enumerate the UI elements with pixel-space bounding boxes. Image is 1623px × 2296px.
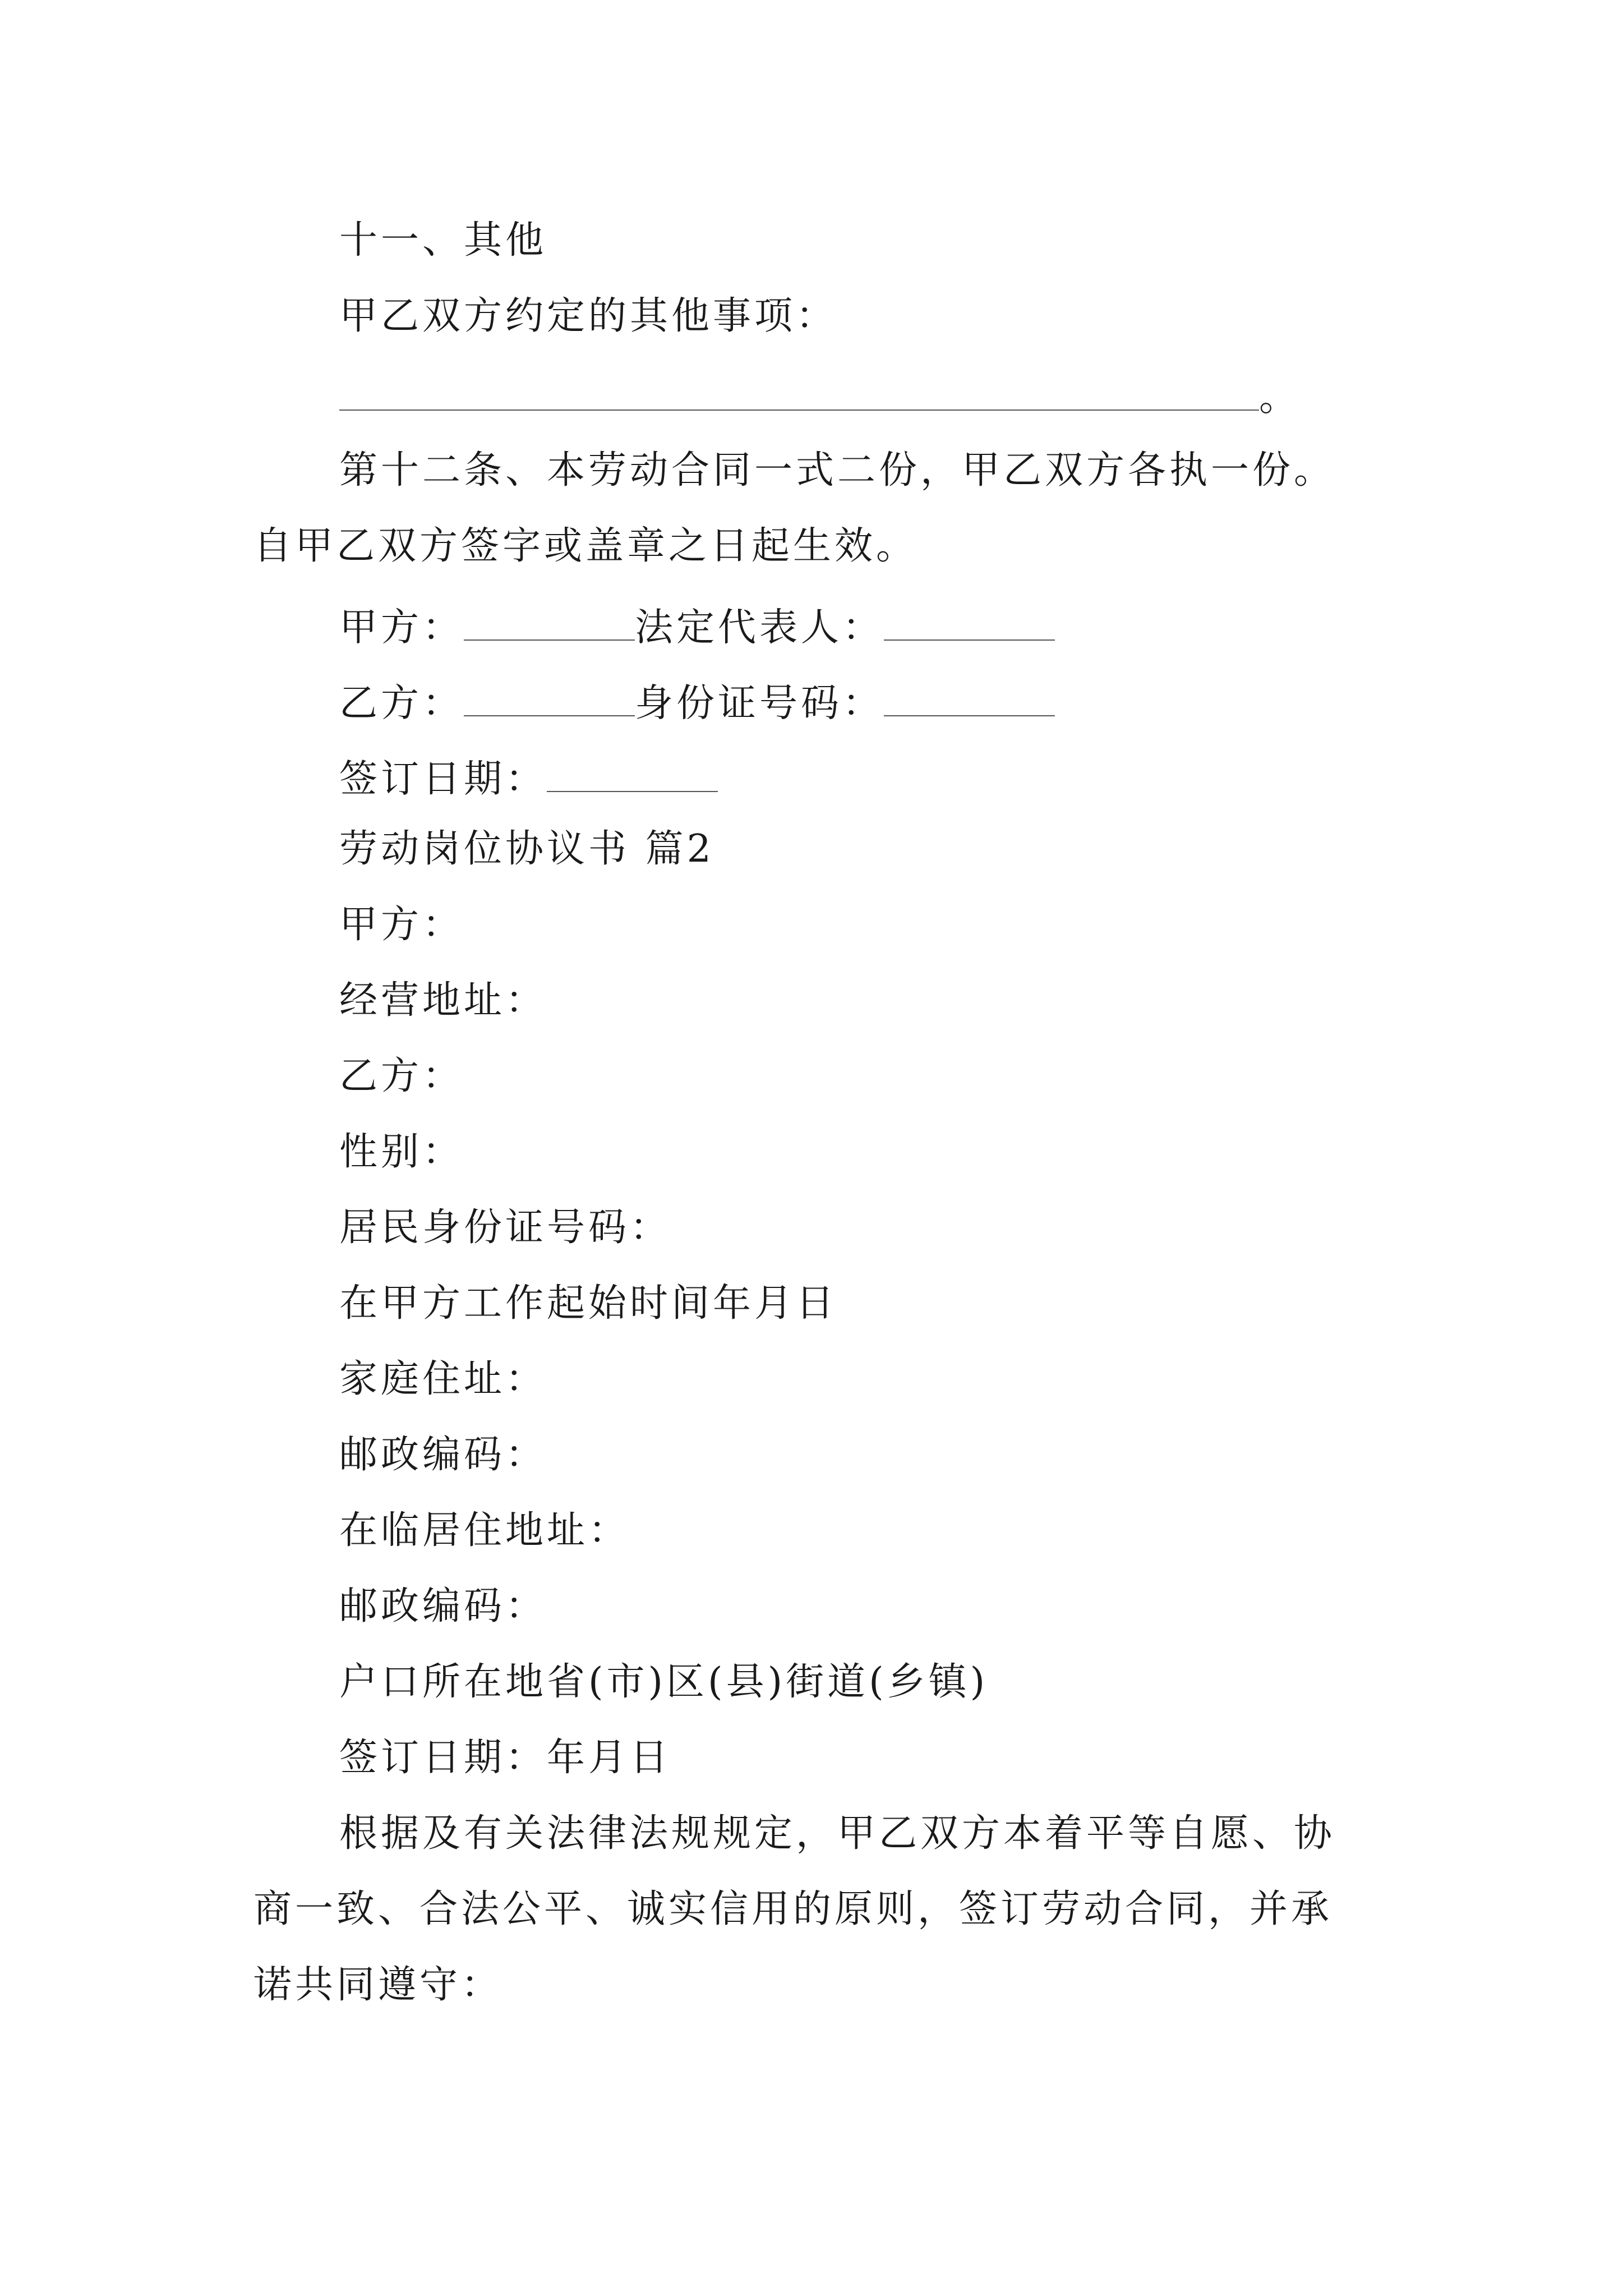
- start-time-field: 在甲方工作起始时间年月日: [339, 1281, 838, 1326]
- section-11-heading: 十一、其他: [339, 218, 547, 263]
- signature-row-party-a: [339, 603, 1055, 650]
- hukou-location-field: 户口所在地省(市)区(县)街道(乡镇): [339, 1660, 989, 1704]
- party-b-label: 乙方：: [339, 681, 464, 726]
- id-number-blank: [884, 679, 1055, 716]
- party-a-label: 甲方：: [339, 605, 464, 650]
- legal-rep-label: 法定代表人：: [635, 605, 884, 650]
- signing-date-field: 签订日期：年月日: [339, 1736, 672, 1780]
- legal-rep-blank: [884, 603, 1055, 641]
- party-b-blank: [464, 679, 635, 716]
- signature-row-party-b: [339, 679, 1055, 726]
- home-address-field: 家庭住址：: [339, 1357, 547, 1401]
- gender-field: 性别：: [339, 1130, 464, 1174]
- other-matters-fill-line: [339, 373, 1301, 420]
- signature-row-date: [339, 754, 718, 802]
- sign-date-label: 签订日期：: [339, 757, 547, 802]
- temporary-postal-code-field: 邮政编码：: [339, 1584, 547, 1628]
- part-2-title: 劳动岗位协议书 篇2: [339, 827, 714, 871]
- party-a-field: 甲方：: [339, 903, 464, 947]
- intro-paragraph-line-3: 诺共同遵守：: [253, 1963, 503, 2007]
- blank-underline: [339, 373, 1259, 411]
- end-punctuation: 。: [1259, 375, 1301, 420]
- resident-id-field: 居民身份证号码：: [339, 1205, 672, 1250]
- sign-date-blank: [547, 754, 718, 792]
- article-12-line-2: 自甲乙双方签字或盖章之日起生效。: [253, 524, 918, 568]
- party-b-field: 乙方：: [339, 1054, 464, 1098]
- postal-code-field: 邮政编码：: [339, 1433, 547, 1477]
- article-12-line-1: 第十二条、本劳动合同一式二份，甲乙双方各执一份。: [339, 448, 1336, 493]
- id-number-label: 身份证号码：: [635, 681, 884, 726]
- intro-paragraph-line-2: 商一致、合法公平、诚实信用的原则，签订劳动合同，并承: [253, 1887, 1333, 1931]
- temporary-address-field: 在临居住地址：: [339, 1508, 630, 1553]
- party-a-blank: [464, 603, 635, 641]
- other-matters-label: 甲乙双方约定的其他事项：: [339, 294, 838, 338]
- intro-paragraph-line-1: 根据及有关法律法规规定，甲乙双方本着平等自愿、协: [339, 1811, 1336, 1856]
- business-address-field: 经营地址：: [339, 978, 547, 1023]
